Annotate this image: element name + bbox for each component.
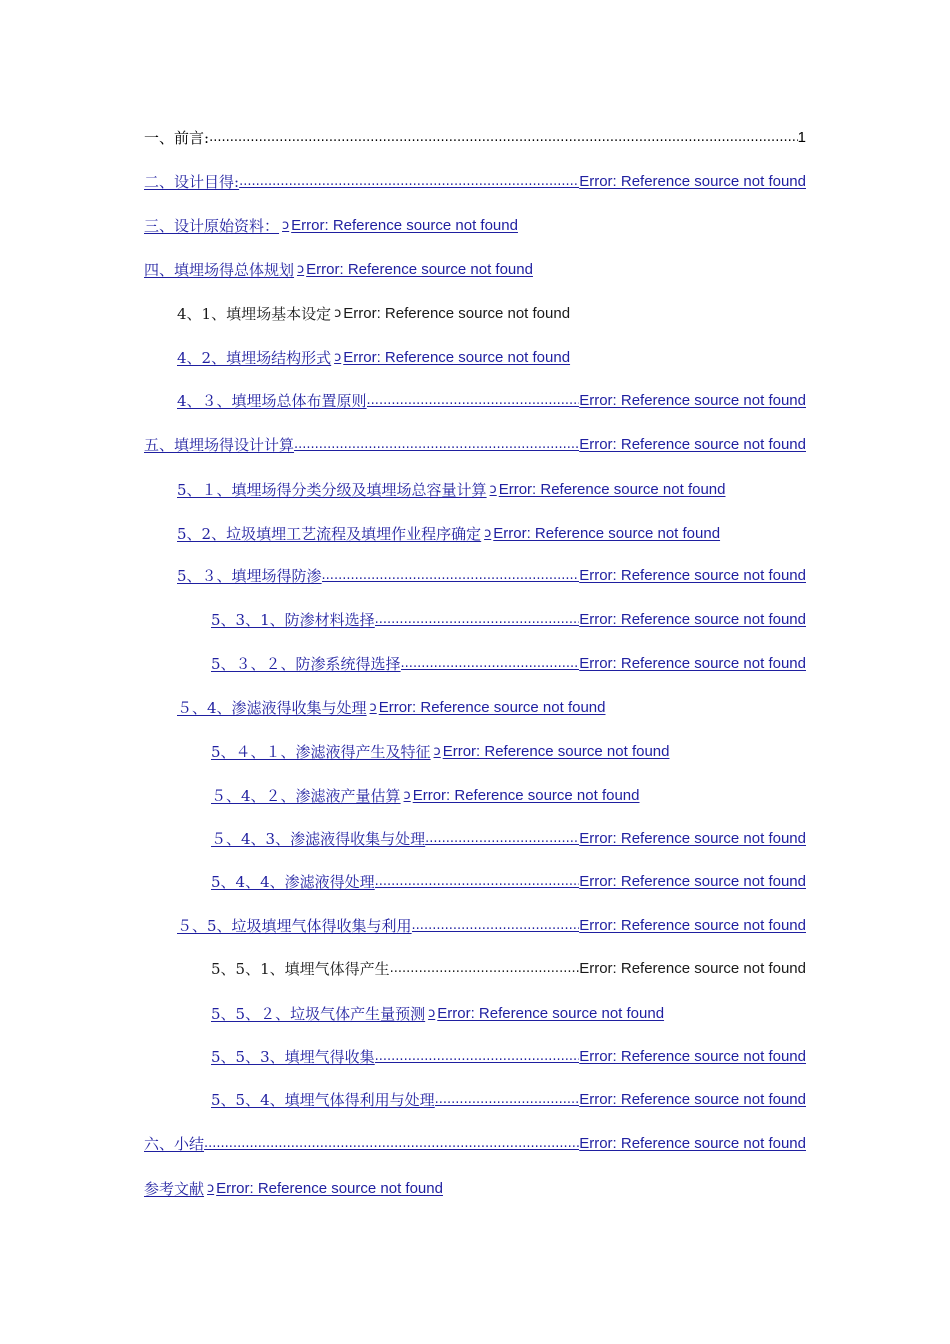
toc-leader-dots [435, 1091, 580, 1109]
toc-entry-title: 4、３、填埋场总体布置原则 [177, 392, 367, 410]
toc-leader-dots [209, 129, 798, 147]
toc-leader-dots [375, 873, 580, 891]
toc-entry-title: ５、5、垃圾填埋气体得收集与利用 [177, 917, 412, 935]
toc-entry-design-data[interactable] [144, 213, 518, 235]
toc-entry-4-1 [177, 301, 570, 323]
toc-entry-page: Error: Reference source not found [498, 481, 726, 498]
toc-separator: ↄ [297, 262, 305, 277]
toc-entry-title: 参考文献 [144, 1180, 205, 1198]
toc-entry-page: Error: Reference source not found [343, 305, 571, 322]
toc-entry-page: Error: Reference source not found [291, 217, 518, 234]
toc-entry-page: Error: Reference source not found [343, 349, 571, 366]
toc-entry-title: 5、5、3、填埋气得收集 [211, 1048, 375, 1066]
toc-entry-5-3-1[interactable] [211, 607, 806, 629]
toc-entry-5-5[interactable] [177, 913, 806, 935]
toc-separator: ↄ [484, 526, 492, 541]
toc-separator: ↄ [207, 1181, 215, 1196]
toc-entry-5-4-1[interactable] [211, 739, 670, 761]
toc-leader-dots [294, 436, 579, 454]
toc-leader-dots [375, 1048, 580, 1066]
toc-entry-foreword [144, 125, 806, 147]
toc-entry-page: Error: Reference source not found [493, 525, 721, 542]
toc-separator: ↄ [428, 1006, 436, 1021]
toc-entry-title: ５、4、3、渗滤液得收集与处理 [211, 830, 426, 848]
toc-separator: ↄ [403, 788, 411, 803]
toc-leader-dots [425, 830, 579, 848]
toc-leader-dots [367, 392, 580, 410]
toc-entry-page: Error: Reference source not found [579, 392, 806, 409]
toc-entry-overall-planning[interactable] [144, 257, 533, 279]
toc-leader-dots [239, 173, 579, 191]
toc-entry-5-5-4[interactable] [211, 1087, 806, 1109]
toc-entry-title: 5、１、填埋场得分类分级及填埋场总容量计算 [177, 481, 487, 499]
toc-entry-title: 5、３、２、防渗系统得选择 [211, 655, 401, 673]
toc-entry-title: 5、4、4、渗滤液得处理 [211, 873, 375, 891]
toc-entry-page: 1 [797, 129, 806, 146]
toc-entry-title: 5、3、1、防渗材料选择 [211, 611, 375, 629]
toc-entry-title: 5、４、１、渗滤液得产生及特征 [211, 743, 431, 761]
toc-entry-page: Error: Reference source not found [579, 173, 806, 190]
toc-entry-title: 五、填埋场得设计计算 [144, 436, 295, 454]
toc-leader-dots [322, 567, 580, 585]
toc-entry-summary[interactable] [144, 1131, 806, 1153]
toc-entry-title: 5、5、4、填埋气体得利用与处理 [211, 1091, 435, 1109]
toc-entry-page: Error: Reference source not found [579, 873, 806, 890]
toc-entry-title: 5、5、1、填埋气体得产生 [211, 960, 390, 978]
toc-entry-page: Error: Reference source not found [216, 1180, 443, 1197]
toc-entry-5-4-2[interactable] [211, 783, 640, 805]
toc-entry-title: ５、4、渗滤液得收集与处理 [177, 699, 367, 717]
toc-entry-page: Error: Reference source not found [579, 567, 806, 584]
toc-entry-page: Error: Reference source not found [306, 261, 533, 278]
toc-leader-dots [412, 917, 580, 935]
toc-entry-5-2[interactable] [177, 521, 720, 543]
toc-entry-5-1[interactable] [177, 477, 726, 499]
toc-entry-page: Error: Reference source not found [579, 830, 806, 847]
toc-entry-5-4[interactable] [177, 695, 606, 717]
toc-entry-page: Error: Reference source not found [579, 655, 806, 672]
toc-entry-design-purpose[interactable] [144, 169, 806, 191]
toc-entry-title: 一、前言: [144, 129, 210, 147]
toc-leader-dots [390, 960, 580, 978]
toc-entry-5-5-3[interactable] [211, 1044, 806, 1066]
toc-entry-page: Error: Reference source not found [579, 1048, 806, 1065]
toc-entry-page: Error: Reference source not found [437, 1005, 665, 1022]
toc-separator: ↄ [433, 744, 441, 759]
toc-entry-5-5-2[interactable] [211, 1001, 664, 1023]
toc-leader-dots [375, 611, 580, 629]
toc-entry-title: 5、３、填埋场得防渗 [177, 567, 322, 585]
toc-entry-page: Error: Reference source not found [579, 436, 806, 453]
toc-entry-title: 4、2、填埋场结构形式 [177, 349, 332, 367]
toc-entry-title: 5、5、２、垃圾气体产生量预测 [211, 1005, 426, 1023]
toc-entry-page: Error: Reference source not found [579, 960, 806, 977]
toc-entry-title: 三、设计原始资料： [144, 217, 280, 235]
toc-entry-page: Error: Reference source not found [442, 743, 670, 760]
toc-entry-page: Error: Reference source not found [579, 611, 806, 628]
toc-entry-page: Error: Reference source not found [579, 1091, 806, 1108]
toc-entry-references[interactable] [144, 1176, 443, 1198]
toc-separator: ↄ [334, 350, 342, 365]
toc-entry-title: ５、4、２、渗滤液产量估算 [211, 787, 401, 805]
toc-entry-5-5-1 [211, 956, 806, 978]
toc-entry-design-calculation[interactable] [144, 432, 806, 454]
toc-separator: ↄ [282, 218, 290, 233]
toc-entry-5-4-3[interactable] [211, 826, 806, 848]
toc-entry-page: Error: Reference source not found [579, 917, 806, 934]
toc-entry-page: Error: Reference source not found [412, 787, 640, 804]
toc-entry-4-3[interactable] [177, 388, 806, 410]
toc-entry-page: Error: Reference source not found [579, 1135, 806, 1152]
toc-entry-5-3[interactable] [177, 563, 806, 585]
toc-entry-4-2[interactable] [177, 345, 570, 367]
toc-leader-dots [401, 655, 580, 673]
toc-leader-dots [204, 1135, 579, 1153]
toc-separator: ↄ [334, 306, 342, 321]
toc-entry-title: 二、设计目得: [144, 173, 240, 191]
toc-entry-title: 四、填埋场得总体规划 [144, 261, 295, 279]
toc-entry-title: 4、1、填埋场基本设定 [177, 305, 332, 323]
toc-separator: ↄ [369, 700, 377, 715]
toc-entry-5-4-4[interactable] [211, 869, 806, 891]
toc-entry-title: 六、小结 [144, 1135, 205, 1153]
toc-entry-title: 5、2、垃圾填埋工艺流程及填埋作业程序确定 [177, 525, 482, 543]
toc-entry-page: Error: Reference source not found [378, 699, 606, 716]
toc-separator: ↄ [489, 482, 497, 497]
toc-entry-5-3-2[interactable] [211, 651, 806, 673]
